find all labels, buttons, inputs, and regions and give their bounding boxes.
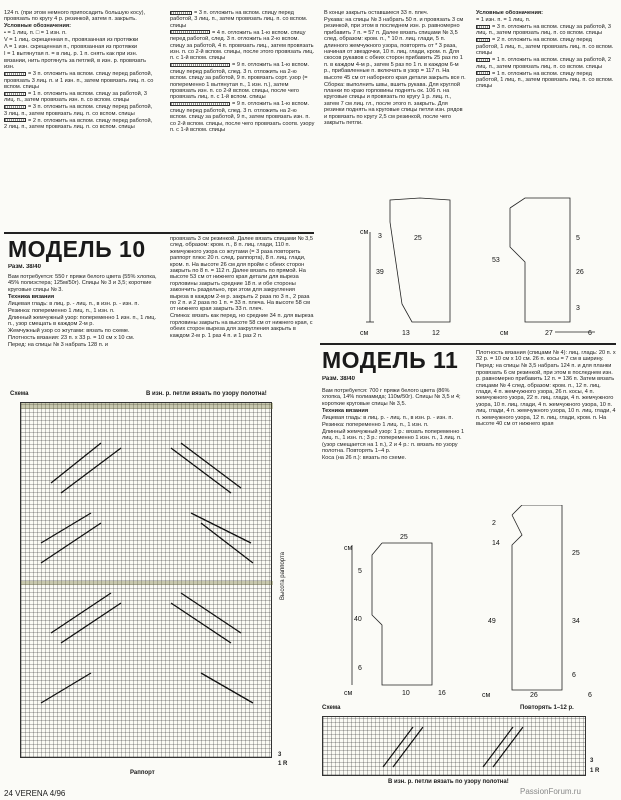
cable-symbol-icon bbox=[4, 118, 26, 122]
sleeve-bottom2-dim: 6 bbox=[588, 330, 592, 337]
cable-symbol-icon bbox=[4, 105, 26, 109]
col2-top-text: = 3 п. отложить на вспом. спицу перед работой, 3 лиц. п., затем провязать лиц. п. со вспом. спицы = 4 п. отложить на 1-ю вспом. спицу перед работой, след. 3 п. отложить на 2-ю вспом. спицу за работой, 4 п. провязать лиц., затем провязать изн. п. со 2-й вспом. спицы, после этого провязать лиц. п. с 1-й вспом. спицы = 9 п. отложить на 1-ю вспом. спицу перед работой, след. 3 п. отложить на 2-ю вспом. спицу за работой, 9 п. провязать сорт. узор (= попеременно 1 вытянутая п., 1 изн. п.), затем провязать изн. п. со 2-й вспом. спицы, после чего провязать лиц. п. с 1-й вспом. спицы = 9 п. отложить на 1-ю вспом. спицу перед работой, след. 3 п. отложить на 2-ю вспом. спицу за работой, 9 п., затем провязать изн. п. со 2-й вспом. спицы, после чего провязать соотв. узору п. с 1-й вспом. спицы bbox=[170, 10, 315, 134]
front-left-dim: 3 bbox=[378, 233, 382, 240]
model10-chart-cables bbox=[21, 403, 273, 759]
m11-front-top: 25 bbox=[400, 534, 408, 541]
watermark: PassionForum.ru bbox=[520, 787, 581, 796]
cable-symbol-icon bbox=[4, 72, 26, 76]
model11-left-text: Вам потребуется: 700 г пряжи белого цвета (86% хлопка, 14% полиамида; 110м/50г). Спицы № 3,5 и 4; короткие круговые спицы № 3,5. Техника вязания Лицевая гладь: в лиц. р. - лиц. п., в изн. р. - изн. п. Резинка: попеременно 1 лиц. п., 1 изн. п. Длинный жемчужный узор: 1 р.: вязать попеременно 1 лиц. п., 1 изн. п.; 3 р.: попеременно 1 изн. п., 1 лиц. п. (узор смещается на 1 п.), 2 и 4 р.: п. вязать по узору полотна. Повторять 1–4 р. Коса (на 26 п.): вязать по схеме. bbox=[322, 388, 465, 462]
model11-chart-cables bbox=[323, 717, 587, 777]
sleeve-bottom-dim: 27 bbox=[545, 330, 553, 337]
m11-sleeve-top: 14 bbox=[492, 540, 500, 547]
front-low-dim: 39 bbox=[376, 269, 384, 276]
model11-sleeve-shape bbox=[512, 505, 562, 690]
model10-chart-grid bbox=[20, 402, 272, 758]
model10-rapport-label: Раппорт bbox=[130, 770, 155, 776]
m11-sleeve-sub: 6 bbox=[572, 672, 576, 679]
m11-front-unit: см bbox=[344, 545, 353, 552]
model11-front-shape bbox=[372, 543, 432, 685]
cable-symbol-icon bbox=[170, 11, 192, 15]
m11-sleeve-top2: 2 bbox=[492, 520, 496, 527]
m11-front-low: 6 bbox=[358, 665, 362, 672]
model10-row-mark-1: 1 R bbox=[278, 761, 288, 767]
m11-sleeve-bottom2: 6 bbox=[588, 692, 592, 699]
model11-right-text: Плотность вязания (спицами № 4): лиц. гладь: 20 п. x 32 р. = 10 см x 10 см. 26 п. косы = 7 см в ширину. Перед: на спицы № 3,5 набрать 124 п. и для планки провязать 6 см резинкой, при этом в последнем изн. р. равномерно прибавить 12 п. = 136 п. Затем вязать спицами № 4 след. образом: кром. п., 12 п. лиц. глади, 4 п. жемчужного узора, 26 п. косы, 4 п. жемчужного узора, 22 п. лиц. глади, 4 п. жемчужного узора, 10 п. лиц. глади, 4 п. жемчужного узора, 10 п. лиц. глади, 4 п. жемчужного узора, 10 п. лиц. глади, 4 п. жемчужного узора, 12 п. лиц. глади, кром. п. На высоте 40 см от нижнего края bbox=[476, 350, 616, 428]
front-shape bbox=[390, 198, 450, 322]
model10-chart-title: Схема bbox=[10, 391, 29, 397]
front-bottom-unit: см bbox=[360, 330, 369, 337]
cable-symbol-icon bbox=[476, 71, 490, 75]
model10-top-rule bbox=[4, 232, 314, 234]
col4-top-text: Условные обозначения: = 1 изн. п. = 1 лиц. п. = 3 п. отложить на вспом. спицу за работой, 3 лиц. п., затем провязать лиц. п. со вспом. спицы = 2 п. отложить на вспом. спицу перед работой, 1 лиц. п., затем провязать лиц. п. со вспом. спицы = 1 п. отложить на вспом. спицу за работой, 2 лиц. п., затем провязать лиц. п. со вспом. спицы = 1 п. отложить на вспом. спицу перед работой, 1 лиц. п., затем провязать лиц. п. со вспом. спицы bbox=[476, 10, 614, 90]
cable-symbol-icon bbox=[476, 25, 490, 29]
m11-sleeve-mid: 49 bbox=[488, 618, 496, 625]
sleeve-bottom-unit: см bbox=[500, 330, 509, 337]
cable-symbol-icon bbox=[4, 92, 26, 96]
model11-size: Разм. 38/40 bbox=[322, 376, 355, 382]
col1-top-text: 124 п. (при этом немного припосадить большую косу), провязать по кругу 4 р. резинкой, затем п. закрыть. Условные обозначения: • = 1 лиц. п. □ = 1 изн. п. V = 1 лиц. скрещенная п., провязанная из протяжки Λ = 1 изн. скрещенная п., провязанная из протяжки I = 1 вытянутая п. = в лиц. р. 1 п. снять как при изн. вязании, нить протянуть за петлей, в изн. р. провязать изн. = 3 п. отложить на вспом. спицу перед работой, провязать 3 лиц. п. и 1 изн. п., затем провязать лиц. п. со вспом. спицы = 1 п. отложить на вспом. спицу за работой, 3 лиц. п., затем провязать изн. п. со вспом. спицы = 3 п. отложить на вспом. спицу перед работой, 3 лиц. п., затем провязать лиц. п. со вспом. спицы = 2 п. отложить на вспом. спицу перед работой, 2 лиц. п., затем провязать лиц. п. со вспом. спицы bbox=[4, 10, 154, 131]
model10-height-label: Высота раппорта bbox=[280, 551, 286, 600]
cable-symbol-icon bbox=[170, 63, 230, 67]
m11-sleeve-bottom: 26 bbox=[530, 692, 538, 699]
m11-sleeve-unit: см bbox=[482, 692, 491, 699]
model10-row-mark-3: 3 bbox=[278, 752, 282, 758]
model11-rapport-label: Повторять 1–12 р. bbox=[520, 705, 574, 711]
page-footer: 24 VERENA 4/96 bbox=[4, 789, 66, 798]
m11-front-bottom2: 16 bbox=[438, 690, 446, 697]
model10-pattern-diagram bbox=[340, 192, 616, 340]
cable-symbol-icon bbox=[170, 30, 210, 34]
model11-chart-note: В изн. р. петли вязать по узору полотна! bbox=[388, 779, 509, 785]
model10-title: МОДЕЛЬ 10 bbox=[8, 236, 146, 262]
model11-pattern-diagram bbox=[322, 505, 616, 700]
model11-row-mark-3: 3 bbox=[590, 758, 594, 764]
m11-sleeve-low: 34 bbox=[572, 618, 580, 625]
m11-front-mid: 40 bbox=[354, 616, 362, 623]
model11-row-mark-1: 1 R bbox=[590, 768, 600, 774]
cable-symbol-icon bbox=[476, 38, 490, 42]
model11-chart-grid bbox=[322, 716, 586, 776]
col3-top-text: В конце закрыть оставшиеся 33 п. плеч. Рукава: на спицы № 3 набрать 50 п. и провязать 3 см резинкой, при этом в последнем изн. р. равномерно прибавить 7 п. = 57 п. Далее вязать спицами № 3,5 след. образом: кром. п., * 10 п. лиц. глади, 5 п. длинного жемчужного узора, повторять от * 3 раза, начиная от звездочки, 10 п. лиц. глади, кром. п. Для скосов рукавов с обеих сторон прибавить 25 раз по 1 п. в каждом 4-м р., затем 5 раз по 1 п. в каждом 6-м р., прибавленные п. включать в узор = 117 п. На высоте 45 см от наборного края детали закрыть все п. Сборка: выполнить швы, вшить рукава. Для круглой планки по краю горловины поднять ок. 106 п. на круговые спицы и провязать по кругу 1 р. лиц. п., затем 7 см лиц. гл., после этого п. закрыть. Для резинки поднять на круговые спицы петли изн. рядов и провязать по кругу 2,5 см резинкой, после чего закрыть петли. bbox=[324, 10, 466, 127]
sleeve-mid-dim: 53 bbox=[492, 257, 500, 264]
model11-top-rule bbox=[320, 343, 616, 345]
front-bottom2-dim: 12 bbox=[432, 330, 440, 337]
m11-front-bottom: 10 bbox=[402, 690, 410, 697]
front-top-dim: 25 bbox=[414, 235, 422, 242]
sleeve-low-dim: 3 bbox=[576, 305, 580, 312]
m11-sleeve-top3: 25 bbox=[572, 550, 580, 557]
m11-front-bottom-unit: см bbox=[344, 690, 353, 697]
sleeve-top-dim: 5 bbox=[576, 235, 580, 242]
model10-right-text: провязать 3 см резинкой. Далее вязать спицами № 3,5 след. образом: кром. п., 8 п. лиц. глади, 110 п. жемчужного узора со жгутами (= 3 раза повторить раппорт плюс 20 п. след. раппорта), 8 п. лиц. глади, кром. п. На высоте 26 см для пройм с обеих сторон закрыть по 8 п. = 112 п. Далее вязать по прямой. На высоте 53 см от нижнего края детали для выреза горловины закрыть средние 18 п. и обе стороны закончить раздельно, при этом для закругления выреза в каждом 2-м р. закрыть 2 раза по 3 п., 2 раза по 2 п. и 2 раза по 1 п. = 33 п. плеча. На высоте 58 см от нижнего края закрыть 33 п. плеч. Спинка: вязать как перед, но средние 34 п. для выреза горловины закрыть на высоте 58 см от нижнего края, с обеих сторон выреза для закругления закрыть в каждом 2-м р. 1 раз 4 п. и 1 раз 2 п. bbox=[170, 236, 314, 339]
model10-chart-note: В изн. р. петли вязать по узору полотна! bbox=[146, 391, 267, 397]
model10-left-text: Вам потребуется: 550 г пряжи белого цвета (55% хлопка, 45% полиэстера; 125м/50г). Спицы № 3 и 3,5; короткие круговые спицы № 3. Техника вязания Лицевая гладь: в лиц. р. - лиц. п., в изн. р. - изн. п. Резинка: попеременно 1 лиц. п., 1 изн. п. Длинный жемчужный узор: попеременно 1 изн. п., 1 лиц. п., узор смещать в каждом 2-м р. Жемчужный узор со жгутами: вязать по схеме. Плотность вязания: 23 п. x 33 р. = 10 см x 10 см. Перед: на спицы № 3 набрать 128 п. и bbox=[8, 274, 157, 349]
cable-symbol-icon bbox=[476, 58, 490, 62]
front-bottom-dim: 13 bbox=[402, 330, 410, 337]
front-unit-label: см bbox=[360, 229, 369, 236]
cable-symbol-icon bbox=[170, 102, 230, 106]
sleeve-shape bbox=[510, 198, 570, 322]
model11-chart-title: Схема bbox=[322, 705, 341, 711]
m11-front-left: 5 bbox=[358, 568, 362, 575]
sleeve-mid-dim2: 26 bbox=[576, 269, 584, 276]
model11-title: МОДЕЛЬ 11 bbox=[322, 347, 459, 373]
model10-size: Разм. 38/40 bbox=[8, 264, 41, 270]
